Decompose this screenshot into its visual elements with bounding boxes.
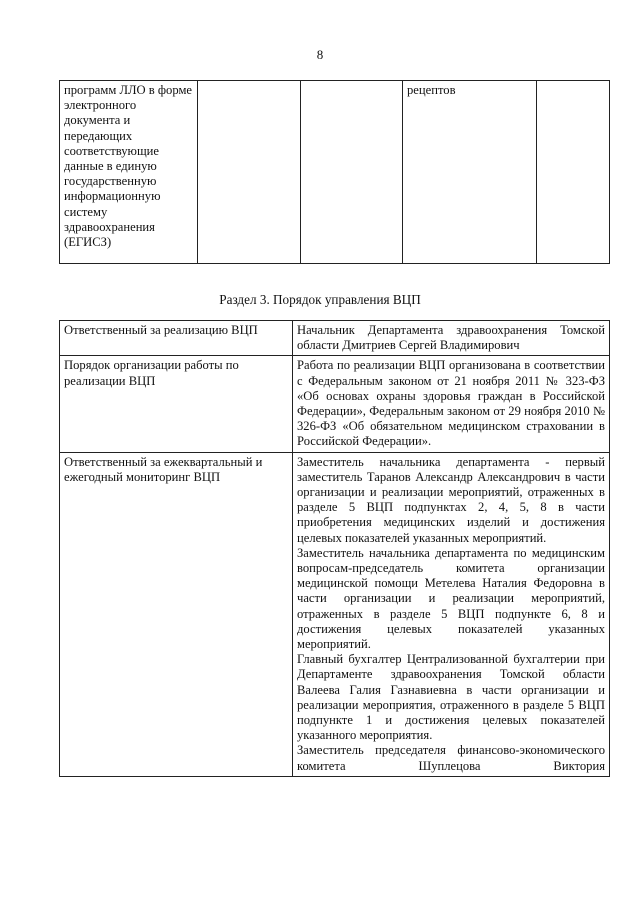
table-cell: программ ЛЛО в форме электронного документа и передающих соответствующие данные в единую государственную информационную систему здравоохранения (ЕГИСЗ) (60, 81, 198, 264)
row-content (293, 356, 610, 452)
row-content (293, 452, 610, 776)
table-row (60, 356, 610, 452)
table-cell (198, 81, 301, 264)
table-row (60, 321, 610, 356)
paragraph: Заместитель начальника департамента - первый заместитель Таранов Александр Александрович в части организации и реализации мероприятий, отраженных в разделе 5 ВЦП подпунктах 2, 4, 5, 8 в части приобретения медицинских изделий и достижения целевых показателей указанных мероприятий. (297, 454, 605, 545)
table-cell: рецептов (403, 81, 537, 264)
row-content (293, 321, 610, 356)
paragraph: Заместитель председателя финансово-экономического комитета Шуплецова Виктория (297, 743, 605, 773)
table-row (60, 452, 610, 776)
row-label: Ответственный за ежеквартальный и ежегодный мониторинг ВЦП (60, 452, 293, 776)
row-label: Порядок организации работы по реализации ВЦП (60, 356, 293, 452)
table-row (60, 81, 610, 264)
section-title: Раздел 3. Порядок управления ВЦП (219, 292, 421, 307)
management-table (59, 320, 610, 777)
paragraph: Работа по реализации ВЦП организована в соответствии с Федеральным законом от 21 ноября 2011 № 323-ФЗ «Об основах охраны здоровья граждан в Российской Федерации», Федеральным законом от 29 ноября 2010 № 326-ФЗ «Об обязательном медицинском страховании в Российской Федерации». (297, 358, 605, 449)
paragraph: Главный бухгалтер Централизованной бухгалтерии при Департаменте здравоохранения Томской области Валеева Галия Газнавиевна в части организации и реализации мероприятия, отраженного в разделе 5 ВЦП подпункте 1 и достижения целевых показателей указанного мероприятия. (297, 652, 605, 743)
top-table-continuation (59, 80, 610, 264)
row-label: Ответственный за реализацию ВЦП (60, 321, 293, 356)
paragraph: Заместитель начальника департамента по медицинским вопросам-председатель комитета организации медицинской помощи Метелева Наталия Федоровна в части организации и реализации мероприятий, отраженных в разделе 5 ВЦП подпункте 6, 8 и достижения целевых показателей указанных мероприятий. (297, 545, 605, 652)
table-cell (537, 81, 610, 264)
paragraph: Начальник Департамента здравоохранения Томской области Дмитриев Сергей Владимирович (297, 323, 605, 353)
table-cell (301, 81, 403, 264)
page-number: 8 (316, 47, 324, 62)
